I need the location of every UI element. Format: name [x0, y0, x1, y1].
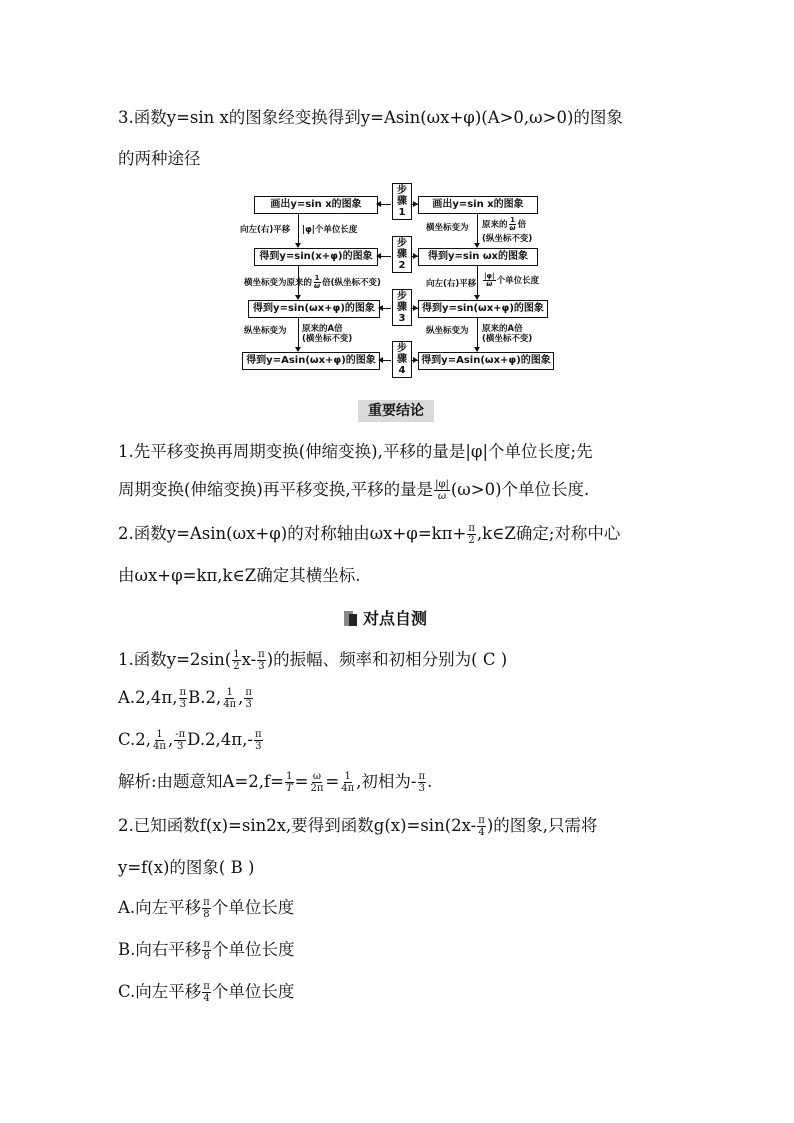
right-label-1d: (纵坐标不变) — [482, 234, 533, 244]
step-1: 步 骤 1 — [392, 183, 412, 220]
right-box-3: 得到y=sin(ωx+φ)的图象 — [418, 300, 548, 318]
q1-stem: 1.函数y=2sin( $\frac{1}{2}$ x- $\frac{\pi}{3}$ )的振幅、频率和初相分别为( C ) — [118, 649, 508, 672]
right-box-4: 得到y=Asin(ωx+φ)的图象 — [418, 352, 554, 370]
conclusion-1-line-2: 周期变换(伸缩变换)再平移变换,平移的量是 $\frac{|\varphi|}{\omega}$ (ω>0)个单位长度. — [118, 479, 590, 502]
right-label-1b: 原来的 $\frac{1}{\omega}$ 倍 — [482, 216, 527, 232]
q1-solution: 解析:由题意知A=2,f= $\frac{1}{T}$ = $\frac{\omega}{2\pi}$ = $\frac{1}{4\pi}$ ,初相为- $\frac{\pi}{3}$ . — [118, 771, 433, 794]
left-label-1b: |φ|个单位长度 — [302, 225, 358, 235]
transformation-diagram — [240, 183, 555, 375]
step-2: 步 骤 2 — [392, 236, 412, 273]
q2-option-c: C.向左平移 $\frac{\pi}{4}$ 个单位长度 — [118, 981, 295, 1004]
right-label-3b: 原来的A倍 — [482, 324, 523, 334]
section-icon — [344, 611, 357, 626]
q1-options-cd: C.2, $\frac{1}{4\pi}$ , $\frac{-\pi}{3}$ D.2,4π,- $\frac{\pi}{3}$ — [118, 729, 262, 752]
right-box-1: 画出y=sin x的图象 — [418, 196, 538, 214]
intro-line-1: 3.函数y=sin x的图象经变换得到y=Asin(ωx+φ)(A>0,ω>0)的图象 — [118, 108, 623, 127]
q1-options-ab: A.2,4π, $\frac{\pi}{3}$ B.2, $\frac{1}{4\pi}$ , $\frac{\pi}{3}$ — [118, 687, 252, 710]
left-label-3c: (横坐标不变) — [302, 334, 353, 344]
left-box-1: 画出y=sin x的图象 — [254, 196, 378, 214]
right-label-3c: (横坐标不变) — [482, 334, 533, 344]
left-box-4: 得到y=Asin(ωx+φ)的图象 — [242, 352, 380, 370]
step-3: 步 骤 3 — [392, 289, 412, 326]
left-label-2: 横坐标变为原来的 $\frac{1}{\omega}$ 倍(纵坐标不变) — [244, 274, 381, 290]
conclusion-2-line-2: 由ωx+φ=kπ,k∈Z确定其横坐标. — [118, 566, 361, 585]
left-label-3a: 纵坐标变为 — [244, 326, 287, 336]
conclusion-header: 重要结论 — [358, 400, 434, 422]
q2-stem-line-2: y=f(x)的图象( B ) — [118, 858, 255, 877]
left-box-3: 得到y=sin(ωx+φ)的图象 — [248, 300, 380, 318]
q2-option-a: A.向左平移 $\frac{\pi}{8}$ 个单位长度 — [118, 897, 295, 920]
step-4: 步 骤 4 — [392, 341, 412, 378]
right-label-1a: 横坐标变为 — [426, 223, 469, 233]
q2-stem-line-1: 2.已知函数f(x)=sin2x,要得到函数g(x)=sin(2x- $\frac{\pi}{4}$ )的图象,只需将 — [118, 815, 598, 838]
right-box-2: 得到y=sin ωx的图象 — [418, 248, 538, 266]
conclusion-1-line-1: 1.先平移变换再周期变换(伸缩变换),平移的量是|φ|个单位长度;先 — [118, 442, 593, 461]
intro-line-2: 的两种途径 — [118, 149, 201, 168]
left-label-1a: 向左(右)平移 — [240, 225, 291, 235]
right-label-3a: 纵坐标变为 — [426, 326, 469, 336]
right-label-2b: $\frac{|\varphi|}{\omega}$ 个单位长度 — [484, 272, 540, 288]
left-label-3b: 原来的A倍 — [302, 324, 343, 334]
conclusion-2-line-1: 2.函数y=Asin(ωx+φ)的对称轴由ωx+φ=kπ+ $\frac{\pi}{2}$ ,k∈Z确定;对称中心 — [118, 523, 621, 546]
section-title: 对点自测 — [344, 608, 427, 630]
q2-option-b: B.向右平移 $\frac{\pi}{8}$ 个单位长度 — [118, 939, 295, 962]
left-box-2: 得到y=sin(x+φ)的图象 — [254, 248, 378, 266]
right-label-2a: 向左(右)平移 — [426, 279, 477, 289]
